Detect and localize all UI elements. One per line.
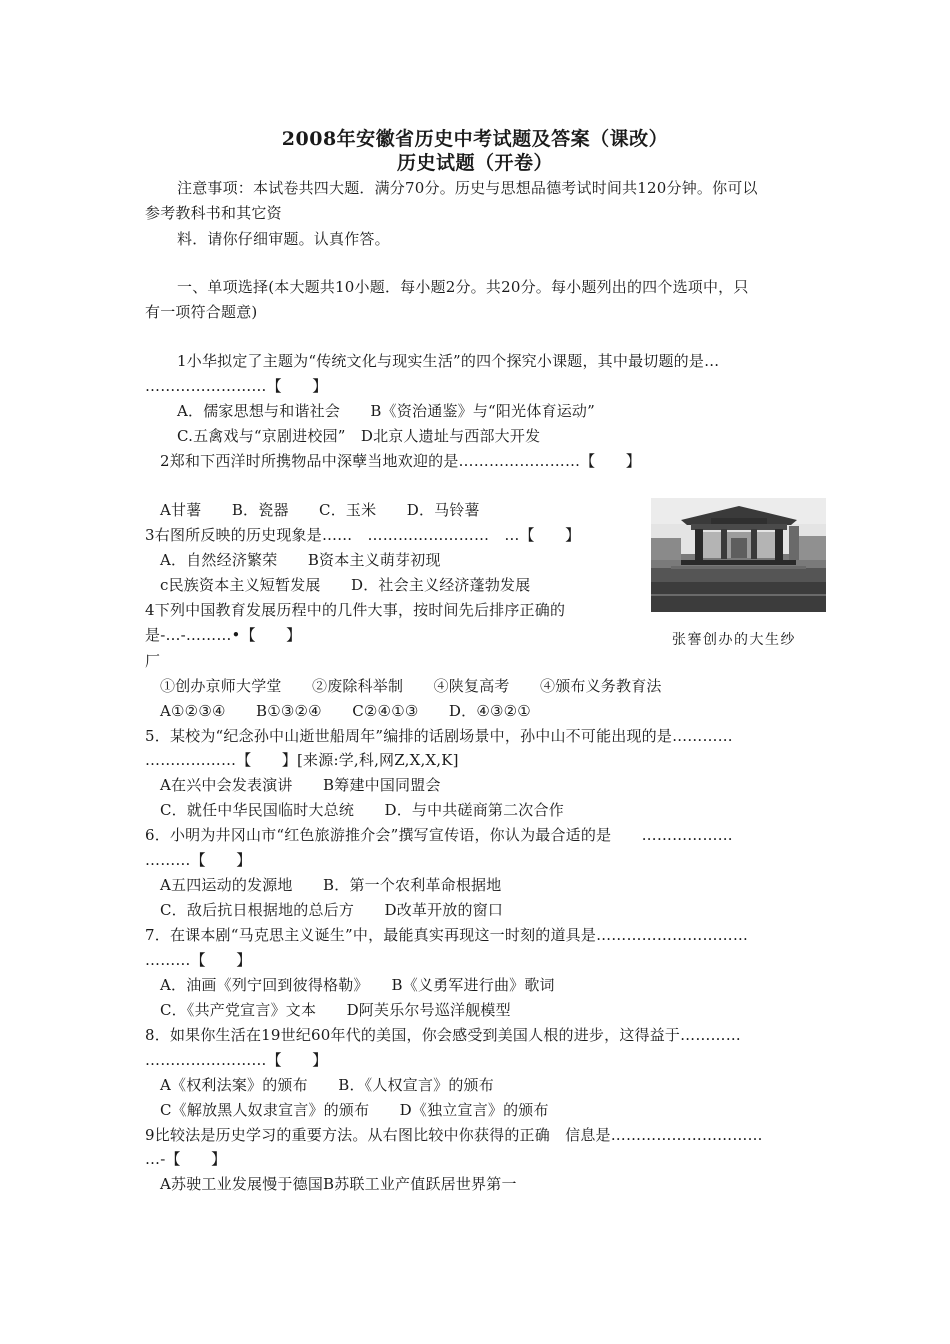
q9-stem-cont: …-【 】	[145, 1150, 227, 1168]
q3-options-ab: A．自然经济繁荣 B资本主义萌芽初现	[160, 551, 441, 569]
q7-stem: 7．在课本剧“马克思主义诞生”中，最能真实再现这一时刻的道具是…………………………	[145, 926, 749, 944]
notice-line-1: 注意事项：本试卷共四大题．满分70分。历史与思想品德考试时间共120分钟。你可以	[177, 179, 758, 197]
q3-stem: 3右图所反映的历史现象是…… …………………… …【 】	[145, 526, 581, 544]
q6-options-ab: A五四运动的发源地 B．第一个农利革命根据地	[160, 876, 502, 894]
q4-events: ①创办京师大学堂 ②废除科举制 ④陕复高考 ④颁布义务教育法	[160, 677, 662, 695]
q5-stem: 5．某校为“纪念孙中山逝世船周年”编排的话剧场景中，孙中山不可能出现的是…………	[145, 727, 733, 745]
q8-options-ab: A《权利法案》的颁布 B．《人权宣言》的颁布	[160, 1076, 494, 1094]
q5-stem-cont: ………………【 】[来源:学,科,网Z,X,X,K]	[145, 751, 459, 769]
q7-options-ab: A．油画《列宁回到彼得格勒》 B《义勇军进行曲》歌词	[160, 976, 555, 994]
section-1-heading: 一、单项选择(本大题共10小题．每小题2分。共20分。每小题列出的四个选项中，只	[177, 278, 749, 296]
q6-stem-cont: ………【 】	[145, 851, 252, 869]
q8-stem-cont: ……………………【 】	[145, 1051, 328, 1069]
notice-line-3: 料．请你仔细审题。认真作答。	[177, 230, 390, 248]
q1-options-ab: A．儒家思想与和谐社会 B《资治通鉴》与“阳光体育运动”	[177, 402, 595, 420]
q4-stem-cont: 是-…-………•【 】	[145, 626, 302, 644]
page-title: 2008年安徽省历史中考试题及答案（课改）	[281, 128, 669, 150]
q1-stem-cont: ……………………【 】	[145, 377, 328, 395]
q5-options-cd: C．就任中华民国临时大总统 D．与中共磋商第二次合作	[160, 801, 564, 819]
q2-options: A甘薯 B．瓷器 C．玉米 D．马铃薯	[160, 501, 480, 519]
q7-stem-cont: ………【 】	[145, 951, 252, 969]
photo-caption: 张謇创办的大生纱	[672, 632, 796, 648]
q4-options: A①②③④ B①③②④ C②④①③ D．④③②①	[160, 702, 531, 720]
q8-options-cd: C《解放黑人奴隶宣言》的颁布 D《独立宣言》的颁布	[160, 1101, 549, 1119]
q5-options-ab: A在兴中会发表演讲 B筹建中国同盟会	[160, 776, 441, 794]
q6-stem: 6．小明为井冈山市“红色旅游推介会”撰写宣传语，你认为最合适的是 ………………	[145, 826, 733, 844]
notice-line-2: 参考教科书和其它资	[145, 204, 282, 222]
page-subtitle: 历史试题（开卷）	[396, 152, 553, 174]
q2-stem: 2郑和下西洋时所携物品中深孽当地欢迎的是……………………【 】	[160, 452, 641, 470]
q4-stem-fragment: 厂	[145, 652, 161, 670]
q9-stem: 9比较法是历史学习的重要方法。从右图比较中你获得的正确 信息是…………………………	[145, 1126, 763, 1144]
q1-options-cd: C.五禽戏与“京剧进校园” D北京人遗址与西部大开发	[177, 427, 541, 445]
q8-stem: 8．如果你生活在19世纪60年代的美国，你会感受到美国人根的进步，这得益于…………	[145, 1026, 741, 1044]
q4-stem: 4下列中国教育发展历程中的几件大事，按时间先后排序正确的	[145, 601, 566, 619]
dasheng-mill-photo	[651, 498, 826, 612]
section-1-heading-cont: 有一项符合题意)	[145, 303, 258, 321]
q7-options-cd: C．《共产党宣言》文本 D阿芙乐尔号巡洋舰模型	[160, 1001, 511, 1019]
q1-stem: 1小华拟定了主题为“传统文化与现实生活”的四个探究小课题，其中最切题的是…	[177, 352, 720, 370]
q9-options-ab: A苏驶工业发展慢于德国B苏联工业产值跃居世界第一	[160, 1175, 517, 1193]
q6-options-cd: C．敌后抗日根据地的总后方 D改革开放的窗口	[160, 901, 504, 919]
q3-options-cd: c民族资本主义短暂发展 D．社会主义经济蓬勃发展	[160, 576, 531, 594]
